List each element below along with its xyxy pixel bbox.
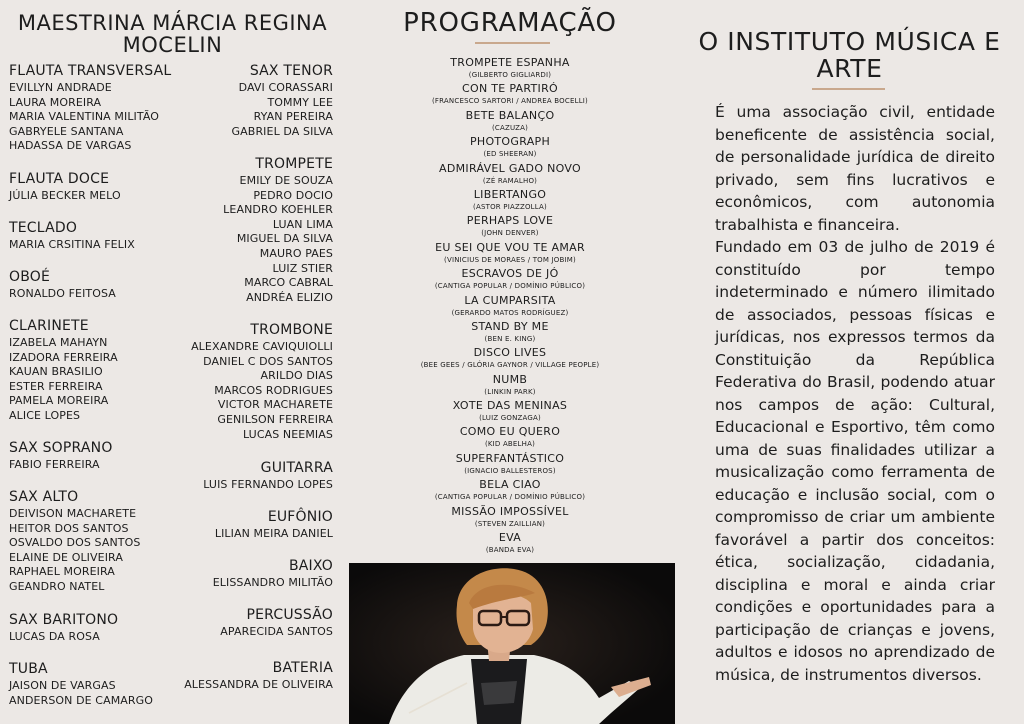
musician-name: GABRIEL DA SILVA xyxy=(231,124,333,138)
musician-name: ANDERSON DE CAMARGO xyxy=(9,693,154,707)
song-author: (FRANCESCO SARTORI / ANDREA BOCELLI) xyxy=(432,97,588,106)
song-item xyxy=(345,213,675,239)
program-title: PROGRAMAÇÃO xyxy=(403,8,617,38)
musician-name: LEANDRO KOEHLER xyxy=(223,203,333,217)
song-author: (GERARDO MATOS RODRÍGUEZ) xyxy=(451,308,569,317)
musician-name: DANIEL C DOS SANTOS xyxy=(203,354,333,368)
instrument-heading: BAIXO xyxy=(288,558,333,574)
instrument-section xyxy=(163,508,333,542)
musician-name: JAISON DE VARGAS xyxy=(9,679,116,692)
instrument-heading: SAX BARITONO xyxy=(9,612,119,628)
song-title: STAND BY ME xyxy=(471,319,549,333)
conductor-illustration xyxy=(349,563,675,724)
song-title: NUMB xyxy=(492,372,528,386)
musician-name: ANDRÉA ELIZIO xyxy=(246,290,333,304)
song-item xyxy=(345,266,675,292)
song-title: EVA xyxy=(498,531,522,545)
musician-name: PEDRO DOCIO xyxy=(253,188,333,202)
instrument-heading: TUBA xyxy=(9,661,48,677)
song-title: SUPERFANTÁSTICO xyxy=(455,451,565,465)
song-item xyxy=(345,345,675,371)
song-author: (LUIZ GONZAGA) xyxy=(479,414,541,423)
instrument-section xyxy=(163,459,333,493)
song-author: (BANDA EVA) xyxy=(485,546,535,555)
instrument-section xyxy=(163,155,333,305)
song-title: PHOTOGRAPH xyxy=(469,135,551,149)
musician-name: ESTER FERREIRA xyxy=(9,379,103,393)
song-author: (ASTOR PIAZZOLLA) xyxy=(473,202,547,211)
song-title: COMO EU QUERO xyxy=(459,425,561,439)
musician-name: IZABELA MAHAYN xyxy=(9,336,108,349)
instrument-heading: SAX TENOR xyxy=(249,63,333,79)
instrument-section xyxy=(9,439,179,473)
instrument-section xyxy=(9,219,179,253)
musician-name: RYAN PEREIRA xyxy=(253,110,333,124)
song-author: (VINICIUS DE MORAES / TOM JOBIM) xyxy=(444,255,576,264)
musician-name: GABRYELE SANTANA xyxy=(9,124,124,138)
song-title: LA CUMPARSITA xyxy=(464,293,556,307)
song-item xyxy=(345,504,675,530)
musician-name: MARIA CRSITINA FELIX xyxy=(9,238,135,251)
musician-name: MARCOS RODRIGUES xyxy=(214,383,333,397)
song-title: DISCO LIVES xyxy=(473,346,547,360)
instrument-section xyxy=(163,321,333,442)
instrument-heading: CLARINETE xyxy=(9,318,89,334)
instrument-section xyxy=(9,268,179,302)
song-item xyxy=(345,530,675,556)
instrument-heading: TROMBONE xyxy=(250,322,333,338)
musician-name: ELISSANDRO MILITÃO xyxy=(212,576,333,589)
institute-title: O INSTITUTO MÚSICA E ARTE xyxy=(698,27,1001,83)
musicians-panel xyxy=(0,0,345,724)
musician-name: EVILLYN ANDRADE xyxy=(9,81,112,94)
musician-name: IZADORA FERREIRA xyxy=(9,350,118,364)
instrument-heading: TROMPETE xyxy=(255,156,333,172)
song-item xyxy=(345,424,675,450)
musician-name: DAVI CORASSARI xyxy=(238,81,333,94)
musician-name: LILIAN MEIRA DANIEL xyxy=(214,527,333,540)
song-item xyxy=(345,372,675,398)
instrument-heading: BATERIA xyxy=(272,660,333,676)
song-item xyxy=(345,187,675,213)
musician-name: ALESSANDRA DE OLIVEIRA xyxy=(184,678,333,691)
musician-name: KAUAN BRASILIO xyxy=(9,365,103,379)
musician-name: MIGUEL DA SILVA xyxy=(236,232,333,246)
musician-name: PAMELA MOREIRA xyxy=(9,394,109,408)
instrument-heading: SAX ALTO xyxy=(9,489,79,505)
song-author: (IGNACIO BALLESTEROS) xyxy=(464,466,556,475)
program-title-rule xyxy=(475,42,550,44)
song-item xyxy=(345,55,675,81)
song-author: (GILBERTO GIGLIARDI) xyxy=(468,71,552,79)
song-item xyxy=(345,81,675,107)
song-title: LIBERTANGO xyxy=(473,187,547,201)
song-author: (CANTIGA POPULAR / DOMÍNIO PÚBLICO) xyxy=(434,282,586,291)
instrument-section xyxy=(163,606,333,640)
song-item xyxy=(345,398,675,424)
instrument-heading: FLAUTA TRANSVERSAL xyxy=(9,63,172,79)
song-author: (STEVEN ZAILLIAN) xyxy=(474,519,546,528)
institute-title-rule xyxy=(812,88,885,90)
instrument-heading: FLAUTA DOCE xyxy=(9,171,110,187)
program-panel xyxy=(345,0,675,724)
song-author: (JOHN DENVER) xyxy=(481,229,539,238)
song-title: ESCRAVOS DE JÓ xyxy=(461,267,559,281)
instrument-heading: EUFÔNIO xyxy=(267,509,333,525)
musician-name: JÚLIA BECKER MELO xyxy=(9,189,121,202)
musician-name: EMILY DE SOUZA xyxy=(239,174,333,187)
song-title: CON TE PARTIRÓ xyxy=(462,82,558,96)
song-author: (CAZUZA) xyxy=(491,123,529,132)
institute-description xyxy=(715,101,995,686)
song-title: MISSÃO IMPOSSÍVEL xyxy=(451,504,569,518)
song-author: (CANTIGA POPULAR / DOMÍNIO PÚBLICO) xyxy=(434,493,586,502)
musician-name: FABIO FERREIRA xyxy=(9,458,100,471)
instrument-section xyxy=(9,611,179,645)
instrument-section xyxy=(9,170,179,204)
instrument-heading: PERCUSSÃO xyxy=(246,607,333,623)
instrument-section xyxy=(9,488,179,595)
musician-name: VICTOR MACHARETE xyxy=(217,398,333,412)
musician-name: OSVALDO DOS SANTOS xyxy=(9,536,141,550)
instrument-section xyxy=(163,557,333,591)
musician-name: LAURA MOREIRA xyxy=(9,95,102,109)
song-title: BELA CIAO xyxy=(479,478,541,492)
musician-name: MAURO PAES xyxy=(259,246,333,260)
song-author: (LINKIN PARK) xyxy=(484,387,536,396)
musician-name: GENILSON FERREIRA xyxy=(217,412,333,426)
musician-name: DEIVISON MACHARETE xyxy=(9,507,137,520)
musician-name: MARIA VALENTINA MILITÃO xyxy=(9,110,160,124)
instrument-heading: SAX SOPRANO xyxy=(9,440,113,456)
song-item xyxy=(345,293,675,319)
musician-name: LUAN LIMA xyxy=(272,217,333,231)
instrument-heading: TECLADO xyxy=(9,220,78,236)
instrument-section xyxy=(9,62,179,154)
musician-name: APARECIDA SANTOS xyxy=(220,625,333,638)
musician-name: RAPHAEL MOREIRA xyxy=(9,565,115,579)
song-item xyxy=(345,134,675,160)
musician-name: ARILDO DIAS xyxy=(260,369,333,383)
song-author: (ZÉ RAMALHO) xyxy=(482,176,538,185)
song-item xyxy=(345,319,675,345)
instrument-section xyxy=(163,659,333,693)
song-title: XOTE DAS MENINAS xyxy=(452,399,568,413)
musician-name: RONALDO FEITOSA xyxy=(9,287,116,300)
song-author: (BEE GEES / GLÓRIA GAYNOR / VILLAGE PEOPLE) xyxy=(420,361,600,370)
conductor-title: MAESTRINA MÁRCIA REGINA MOCELIN xyxy=(17,11,328,57)
song-item xyxy=(345,108,675,134)
song-title: ADMIRÁVEL GADO NOVO xyxy=(439,161,581,175)
song-author: (ED SHEERAN) xyxy=(483,150,537,159)
musician-name: HEITOR DOS SANTOS xyxy=(9,521,129,535)
musician-name: MARCO CABRAL xyxy=(244,276,333,290)
musician-name: LUIZ STIER xyxy=(272,261,333,275)
musician-name: LUIS FERNANDO LOPES xyxy=(203,478,333,491)
musician-name: ALICE LOPES xyxy=(9,408,81,422)
musician-name: LUCAS DA ROSA xyxy=(9,630,100,643)
song-title: TROMPETE ESPANHA xyxy=(450,56,570,69)
song-item xyxy=(345,451,675,477)
song-title: EU SEI QUE VOU TE AMAR xyxy=(435,240,585,254)
song-title: BETE BALANÇO xyxy=(465,108,555,122)
musician-name: ELAINE DE OLIVEIRA xyxy=(9,550,123,564)
musician-name: LUCAS NEEMIAS xyxy=(243,427,333,441)
instrument-heading: OBOÉ xyxy=(9,269,51,285)
song-author: (KID ABELHA) xyxy=(484,440,536,449)
musician-name: GEANDRO NATEL xyxy=(9,579,105,593)
song-item xyxy=(345,161,675,187)
instrument-section xyxy=(9,317,179,424)
instrument-section xyxy=(9,660,179,708)
song-item xyxy=(345,240,675,266)
musician-name: HADASSA DE VARGAS xyxy=(9,139,132,153)
song-title: PERHAPS LOVE xyxy=(466,214,554,228)
instrument-section xyxy=(163,62,333,139)
musician-name: ALEXANDRE CAVIQUIOLLI xyxy=(191,340,333,353)
song-author: (BEN E. KING) xyxy=(484,334,536,343)
conductor-photo xyxy=(349,563,675,724)
institute-paragraph-2: Fundado em 03 de julho de 2019 é constituído por tempo indeterminado e número ilimitado de associados, pessoas físicas e jurídicas, nos expressos termos da Constituição da República Federativa do Brasil, podendo atuar nos campos de ação: Cultural, Educacional e Esportivo, têm como uma de suas finalidades utilizar a musicalização como ferramenta de educação e inclusão social, com o compromisso de criar um ambiente favorável a partir dos conceitos: ética, socialização, cidadania, disciplina e moral e ainda criar condições e oportunidades para a participação de crianças e jovens, adultos e idosos no aprendizado de música, de instrumentos diversos. xyxy=(715,238,995,684)
institute-panel xyxy=(675,0,1024,724)
song-list xyxy=(345,55,675,556)
instrument-heading: GUITARRA xyxy=(260,460,333,476)
institute-paragraph-1: É uma associação civil, entidade beneficente de assistência social, de personalidade jurídica de direito privado, sem fins lucrativos e econômicos, com autonomia trabalhista e financeira. xyxy=(715,103,995,234)
song-item xyxy=(345,477,675,503)
musician-name: TOMMY LEE xyxy=(267,95,333,109)
